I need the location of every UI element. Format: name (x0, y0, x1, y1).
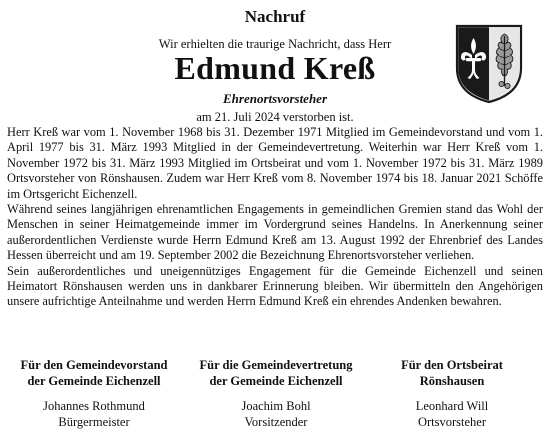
paragraph-offices: Herr Kreß war vom 1. November 1968 bis 31. Dezember 1971 Mitglied im Gemeindevorstand und vom 1. April 1977 bis 31. März 1993 Mitglied in der Gemeindevertretung. Weiterhin war Herr Kreß vom 1. November 1972 bis 31. März 1993 Mitglied im Ortsbeirat und vom 1. November 1972 bis 31. März 1989 Ortsvorsteher von Rönshausen. Zudem war Herr Kreß vom 8. November 1974 bis 18. Januar 2021 Schöffe im Ortsgericht Eichenzell. (7, 125, 543, 201)
signature-ortsbeirat (362, 357, 542, 430)
signatory-org: Rönshausen (419, 374, 485, 388)
signatures (0, 357, 550, 435)
honorary-title: Ehrenortsvorsteher (222, 91, 328, 106)
signatory-position: Ortsvorsteher (417, 415, 487, 429)
death-date-text: am 21. Juli 2024 verstorben ist. (196, 110, 354, 124)
intro-text: Wir erhielten die traurige Nachricht, dass Herr (158, 37, 392, 51)
signatory-org: Für die Gemeindevertretung (199, 358, 353, 372)
signatory-org: Für den Ortsbeirat (401, 358, 503, 372)
signatory-name: Johannes Rothmund (43, 399, 145, 413)
notice-title: Nachruf (244, 7, 306, 26)
deceased-name: Edmund Kreß (174, 50, 376, 86)
signature-gemeindevertretung (186, 357, 366, 430)
coat-of-arms-icon (455, 24, 523, 104)
notice-body (7, 125, 543, 310)
paragraph-condolences: Sein außerordentliches und uneigennütziges Engagement für die Gemeinde Eichenzell und seinen Heimatort Rönshausen werden uns in dankbarer Erinnerung bleiben. Wir übermitteln den Angehörigen unsere aufrichtige Anteilnahme und werden Herrn Edmund Kreß ein ehrendes Andenken bewahren. (7, 263, 543, 309)
signatory-position: Vorsitzender (244, 415, 308, 429)
signatory-org: der Gemeinde Eichenzell (27, 374, 161, 388)
signatory-org: der Gemeinde Eichenzell (209, 374, 343, 388)
paragraph-honors: Während seines langjährigen ehrenamtlichen Engagements in gemeindlichen Gremien stand das Wohl der Menschen in seiner Heimatgemeinde immer im Vordergrund seines Handelns. In Anerkennung seiner außerordentlichen Verdienste wurde Herrn Edmund Kreß am 13. August 1992 der Ehrenbrief des Landes Hessen überreicht und am 19. September 2002 die Bezeichnung Ehrenortsvorsteher verliehen. (7, 202, 543, 263)
signatory-name: Leonhard Will (415, 399, 489, 413)
signatory-position: Bürgermeister (58, 415, 130, 429)
signature-gemeindevorstand (4, 357, 184, 430)
signatory-org: Für den Gemeindevorstand (20, 358, 168, 372)
signatory-name: Joachim Bohl (241, 399, 311, 413)
